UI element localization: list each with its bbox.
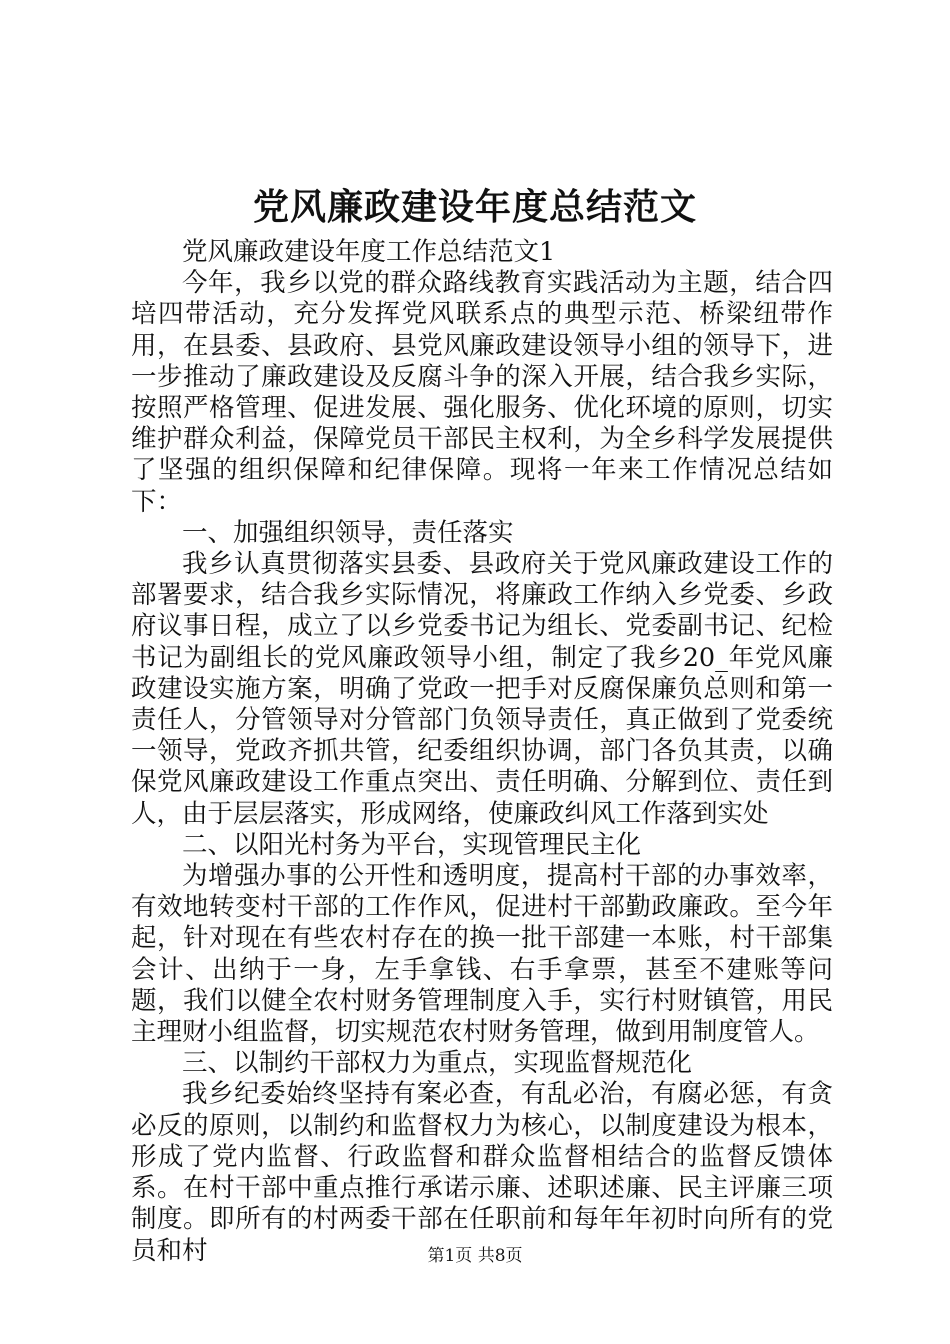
document-body — [131, 237, 833, 1267]
body-paragraph: 为增强办事的公开性和透明度，提高村干部的办事效率，有效地转变村干部的工作作风，促进村干部勤政廉政。至今年起，针对现在有些农村存在的换一批干部建一本账，村干部集会计、出纳于一身，左手拿钱、右手拿票，甚至不建账等问题，我们以健全农村财务管理制度入手，实行村财镇管，用民主理财小组监督，切实规范农村财务管理，做到用制度管人。 — [131, 861, 833, 1048]
section-heading: 二、以阳光村务为平台，实现管理民主化 — [182, 829, 642, 860]
section-heading: 一、加强组织领导，责任落实 — [182, 517, 514, 548]
page-number-footer: 第1页 共8页 — [427, 1246, 523, 1266]
body-paragraph: 今年，我乡以党的群众路线教育实践活动为主题，结合四培四带活动，充分发挥党风联系点的典型示范、桥梁纽带作用，在县委、县政府、县党风廉政建设领导小组的领导下，进一步推动了廉政建设及反腐斗争的深入开展，结合我乡实际，按照严格管理、促进发展、强化服务、优化环境的原则，切实维护群众利益，保障党员干部民主权利，为全乡科学发展提供了坚强的组织保障和纪律保障。现将一年来工作情况总结如下： — [131, 268, 833, 517]
body-paragraph: 我乡认真贯彻落实县委、县政府关于党风廉政建设工作的部署要求，结合我乡实际情况，将廉政工作纳入乡党委、乡政府议事日程，成立了以乡党委书记为组长、党委副书记、纪检书记为副组长的党风廉政领导小组，制定了我乡20_年党风廉政建设实施方案，明确了党政一把手对反腐保廉负总则和第一责任人，分管领导对分管部门负领导责任，真正做到了党委统一领导，党政齐抓共管，纪委组织协调，部门各负其责，以确保党风廉政建设工作重点突出、责任明确、分解到位、责任到人，由于层层落实，形成网络，使廉政纠风工作落到实处 — [131, 549, 833, 829]
body-paragraph: 我乡纪委始终坚持有案必查，有乱必治，有腐必惩，有贪必反的原则，以制约和监督权力为核心，以制度建设为根本，形成了党内监督、行政监督和群众监督相结合的监督反馈体系。在村干部中重点推行承诺示廉、述职述廉、民主评廉三项制度。即所有的村两委干部在任职前和每年年初时向所有的党员和村 — [131, 1079, 833, 1266]
document-title: 党风廉政建设年度总结范文 — [252, 186, 697, 228]
document-subtitle: 党风廉政建设年度工作总结范文1 — [182, 237, 556, 267]
section-heading: 三、以制约干部权力为重点，实现监督规范化 — [182, 1048, 693, 1079]
